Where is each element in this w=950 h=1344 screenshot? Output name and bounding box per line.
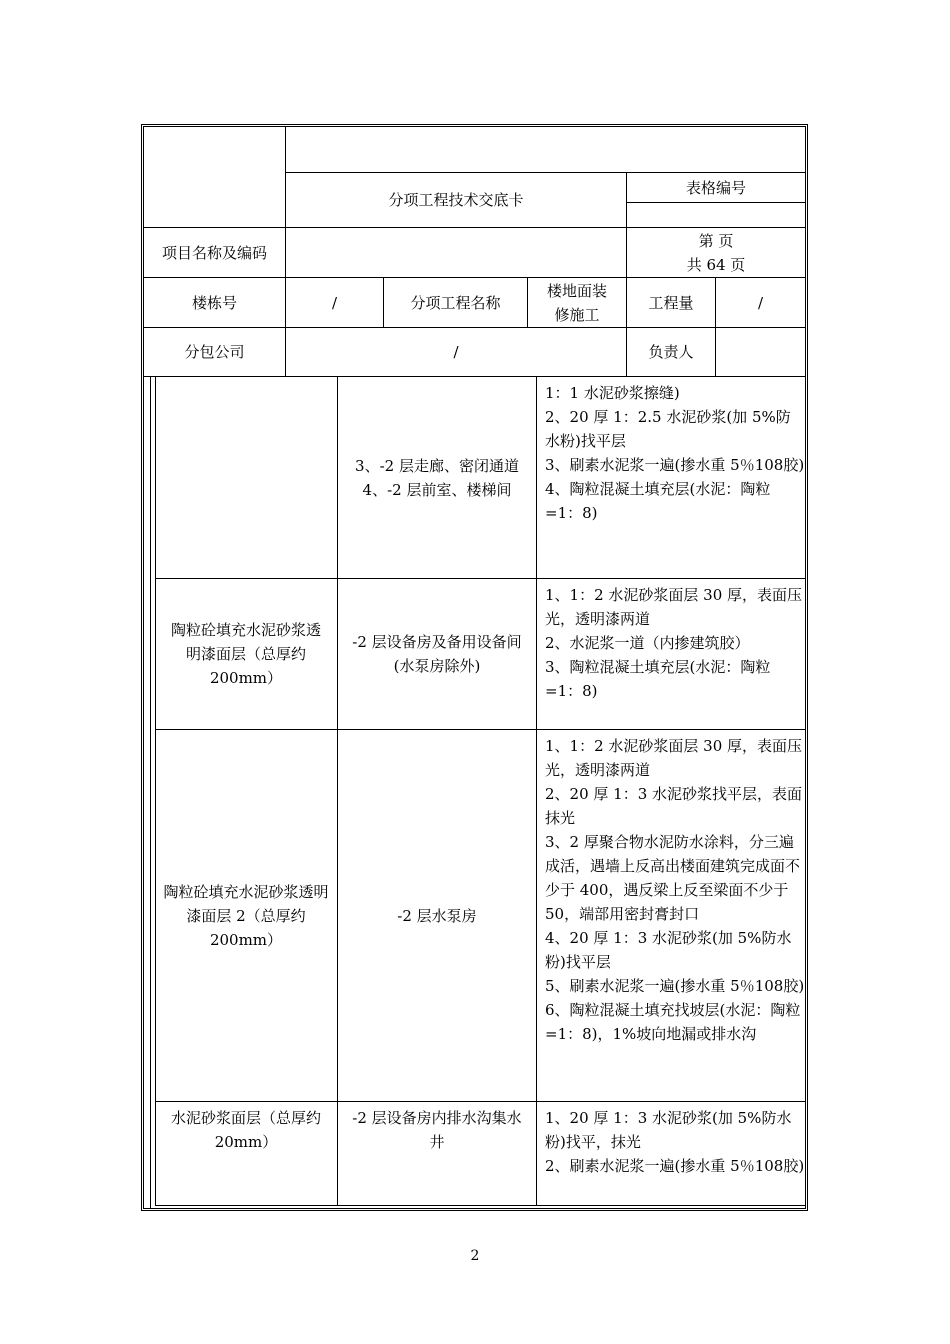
row-2-location: -2 层设备房及备用设备间(水泵房除外) xyxy=(338,579,537,730)
row-3-spec: 1、1：2 水泥砂浆面层 30 厚，表面压光，透明漆两道 2、20 厚 1：3 水泥砂浆找平层，表面抹光 3、2 厚聚合物水泥防水涂料，分三遍成活，遇墙上反高出楼面建筑完成面不少于 400，遇反梁上反至梁面不少于 50，端部用密封膏封口 4、20 厚 1：3 水泥砂浆(加 5%防水粉)找平层 5、刷素水泥浆一遍(掺水重 5％108胶) 6、陶粒混凝土填充找坡层(水泥：陶粒=1：8)，1%坡向地漏或排水沟 xyxy=(537,730,805,1102)
building-label: 楼栋号 xyxy=(144,278,286,328)
responsible-label: 负责人 xyxy=(627,328,716,377)
row-2-spec: 1、1：2 水泥砂浆面层 30 厚，表面压光，透明漆两道 2、水泥浆一道（内掺建筑胶） 3、陶粒混凝土填充层(水泥：陶粒=1：8) xyxy=(537,579,805,730)
row-4-name: 水泥砂浆面层（总厚约20mm） xyxy=(155,1102,338,1206)
row-4-location: -2 层设备房内排水沟集水井 xyxy=(338,1102,537,1206)
responsible-value xyxy=(716,328,805,377)
row-3-name: 陶粒砼填充水泥砂浆透明漆面层 2（总厚约 200mm） xyxy=(155,730,338,1102)
building-value: / xyxy=(286,278,384,328)
quantity-label: 工程量 xyxy=(627,278,716,328)
row-1-spec: 1：1 水泥砂浆擦缝) 2、20 厚 1：2.5 水泥砂浆(加 5%防水粉)找平层 3、刷素水泥浆一遍(掺水重 5％108胶) 4、陶粒混凝土填充层(水泥：陶粒=1：8) xyxy=(537,377,805,579)
form-number-label: 表格编号 xyxy=(627,173,805,203)
card-title: 分项工程技术交底卡 xyxy=(286,173,627,228)
subcontractor-value: / xyxy=(286,328,627,377)
page-counter: 第 页 共 64 页 xyxy=(627,228,805,278)
logo-cell xyxy=(144,127,286,228)
form-number-value xyxy=(627,203,805,228)
subproject-value: 楼地面装修施工 xyxy=(528,278,627,328)
subproject-label: 分项工程名称 xyxy=(384,278,528,328)
project-label: 项目名称及编码 xyxy=(144,228,286,278)
quantity-value: / xyxy=(716,278,805,328)
inner-double-line xyxy=(150,377,151,1209)
row-3-location: -2 层水泵房 xyxy=(338,730,537,1102)
row-4-spec: 1、20 厚 1：3 水泥砂浆(加 5%防水粉)找平，抹光 2、刷素水泥浆一遍(掺水重 5％108胶) xyxy=(537,1102,805,1206)
subcontractor-label: 分包公司 xyxy=(144,328,286,377)
row-1-location: 3、-2 层走廊、密闭通道 4、-2 层前室、楼梯间 xyxy=(338,377,537,579)
row-2-name: 陶粒砼填充水泥砂浆透明漆面层（总厚约200mm） xyxy=(155,579,338,730)
row-1-name xyxy=(155,377,338,579)
header-top-blank xyxy=(286,127,805,173)
page-number: 2 xyxy=(470,1248,480,1264)
project-value xyxy=(286,228,627,278)
